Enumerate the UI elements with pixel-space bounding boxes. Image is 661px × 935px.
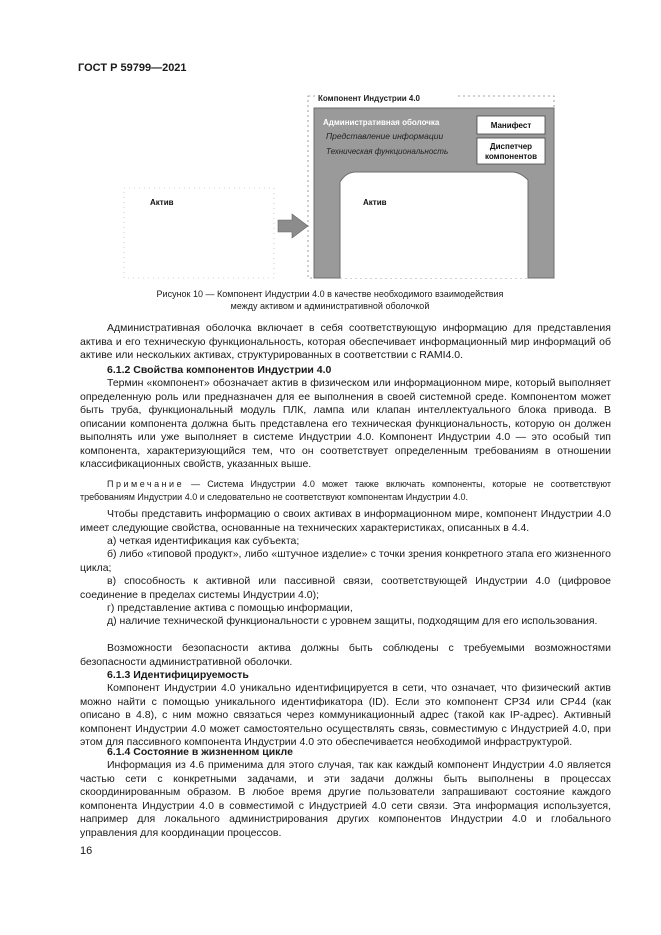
manager-label-1: Диспетчер — [489, 142, 533, 151]
page-number: 16 — [80, 845, 93, 857]
left-asset-frame — [124, 188, 274, 278]
list-item-e: д) наличие технической функциональности с уровнем защиты, подходящим для его использования. — [107, 615, 598, 627]
paragraph-properties: Чтобы представить информацию о своих активах в информационном мире, компонент Индустрии 4.0 имеет следующие свойства, основанные на технических характеристиках, описанных в 4.4. — [80, 508, 611, 534]
note-text: — Система Индустрии 4.0 может также включать компоненты, которые не соответствуют требованиям Индустрии 4.0 и следовательно не соответствуют компонентам Индустрии 4.0. — [80, 479, 611, 502]
paragraph-admin-shell: Административная оболочка включает в себя соответствующую информацию для представления актива и его техническую функциональность, которая обеспечивает информационный мир информаций об активе или нескольких активах, структурированных в соответствии с RAMI4.0. — [80, 322, 611, 361]
manifest-label: Манифест — [490, 121, 532, 130]
list-item-b: б) либо «типовой продукт», либо «штучное изделие» с точки зрения конкретного этапа его жизненного цикла; — [80, 548, 611, 574]
arrow-right-icon — [278, 214, 308, 238]
paragraph-security: Возможности безопасности актива должны быть соблюдены с требуемыми возможностями безопасности административной оболочки. — [80, 642, 611, 668]
list-item-a: а) четкая идентификация как субъекта; — [107, 535, 300, 547]
info-label: Представление информации — [326, 131, 444, 141]
standard-header: ГОСТ Р 59799—2021 — [78, 62, 187, 74]
paragraph-component: Термин «компонент» обозначает актив в физическом или информационном мире, который выполняет определенную роль или предназначен для ее выполнения в своей системной среде. Компонентом может быть труба, функциональный модуль ПЛК, лампа или клапан интеллектуального блока привода. В описании компонента должна быть представлена его техническая функциональность, которую он должен выполнять или уже выполняет в системе Индустрии 4.0. Компонент Индустрии 4.0 — это особый тип компонента, характеризующийся тем, что он соответствует определенным требованиям в отношении классификационных свойств, указанных выше. — [80, 377, 611, 470]
note-label: Примечание — [107, 479, 185, 489]
component-label: Компонент Индустрии 4.0 — [318, 94, 420, 103]
paragraph-identification: Компонент Индустрии 4.0 уникально идентифицируется в сети, что означает, что физический актив можно найти с помощью уникального идентификатора (ID). Если это компонент CP34 или CP44 (как описано в 4.8), с ним можно связаться через коммуникационный адрес (такой как IP-адрес). Активный компонент Индустрии 4.0 может самостоятельно осуществлять связь, совместимую с Индустрией 4.0, при этом для пассивного компонента Индустрии 4.0 это обеспечивается необходимой инфраструктурой. — [80, 682, 611, 748]
heading-6-1-2: 6.1.2 Свойства компонентов Индустрии 4.0 — [107, 364, 332, 376]
figure-component-diagram — [120, 92, 560, 282]
func-label: Техническая функциональность — [326, 147, 449, 156]
manager-label-2: компонентов — [484, 152, 538, 161]
heading-6-1-4: 6.1.4 Состояние в жизненном цикле — [107, 746, 293, 758]
shell-label: Административная оболочка — [323, 118, 440, 127]
list-item-d: г) представление актива с помощью информации, — [107, 602, 353, 614]
asset-right-label: Актив — [363, 198, 387, 207]
heading-6-1-3: 6.1.3 Идентифицируемость — [107, 669, 249, 681]
list-item-c: в) способность к активной или пассивной связи, соответствующей Индустрии 4.0 (цифровое соединение в пределах системы Индустрии 4.0); — [80, 575, 611, 601]
figure-caption: Рисунок 10 — Компонент Индустрии 4.0 в качестве необходимого взаимодействия между активом и административной оболочкой — [156, 289, 504, 311]
note — [80, 478, 611, 503]
asset-left-label: Актив — [150, 198, 174, 207]
paragraph-lifecycle: Информация из 4.6 применима для этого случая, так как каждый компонент Индустрии 4.0 является частью сети с конкретными задачами, и эти задачи должны быть выполнены в процессах скоординированным образом. В любое время другие пользователи запрашивают состояние каждого компонента Индустрии 4.0 в совместимой с Индустрией 4.0 сети связи. Эта информация используется, например для локального администрирования других компонентов Индустрии 4.0 и глобального управления для координации процессов. — [80, 759, 611, 839]
